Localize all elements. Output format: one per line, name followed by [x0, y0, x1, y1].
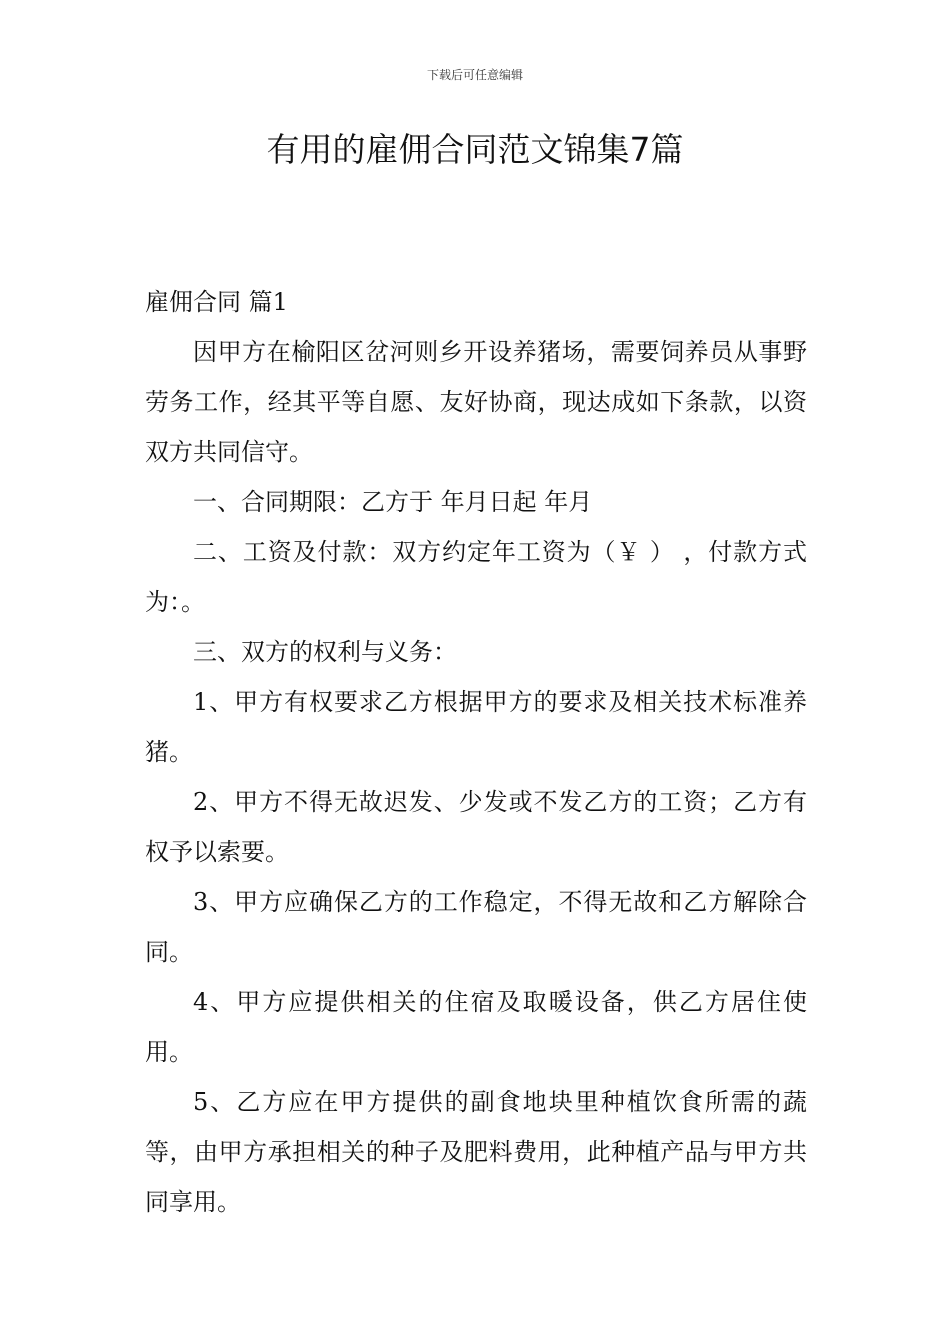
paragraph-clause-1: 1、甲方有权要求乙方根据甲方的要求及相关技术标准养猪。 — [145, 688, 807, 766]
paragraph-wages-payment: 二、工资及付款：双方约定年工资为（￥ ） ，付款方式为：。 — [145, 538, 807, 616]
paragraph-clause-3: 3、甲方应确保乙方的工作稳定，不得无故和乙方解除合同。 — [145, 888, 807, 966]
paragraph-clause-2: 2、甲方不得无故迟发、少发或不发乙方的工资；乙方有权予以索要。 — [145, 788, 807, 866]
paragraph-rights-obligations: 三、双方的权利与义务： — [193, 638, 457, 666]
paragraph-contract-term: 一、合同期限：乙方于 年月日起 年月 — [193, 488, 593, 516]
page-header-note: 下载后可任意编辑 — [426, 68, 523, 82]
paragraph-intro: 因甲方在榆阳区岔河则乡开设养猪场，需要饲养员从事野劳务工作，经其平等自愿、友好协商，现达成如下条款，以资双方共同信守。 — [145, 338, 807, 466]
paragraph-clause-4: 4、甲方应提供相关的住宿及取暖设备，供乙方居住使用。 — [145, 988, 807, 1066]
document-title: 有用的雇佣合同范文锦集7篇 — [266, 130, 684, 169]
section-heading: 雇佣合同 篇1 — [145, 288, 288, 316]
paragraph-clause-5: 5、乙方应在甲方提供的副食地块里种植饮食所需的蔬等，由甲方承担相关的种子及肥料费用，此种植产品与甲方共同享用。 — [145, 1088, 807, 1216]
document-body — [145, 277, 807, 1227]
